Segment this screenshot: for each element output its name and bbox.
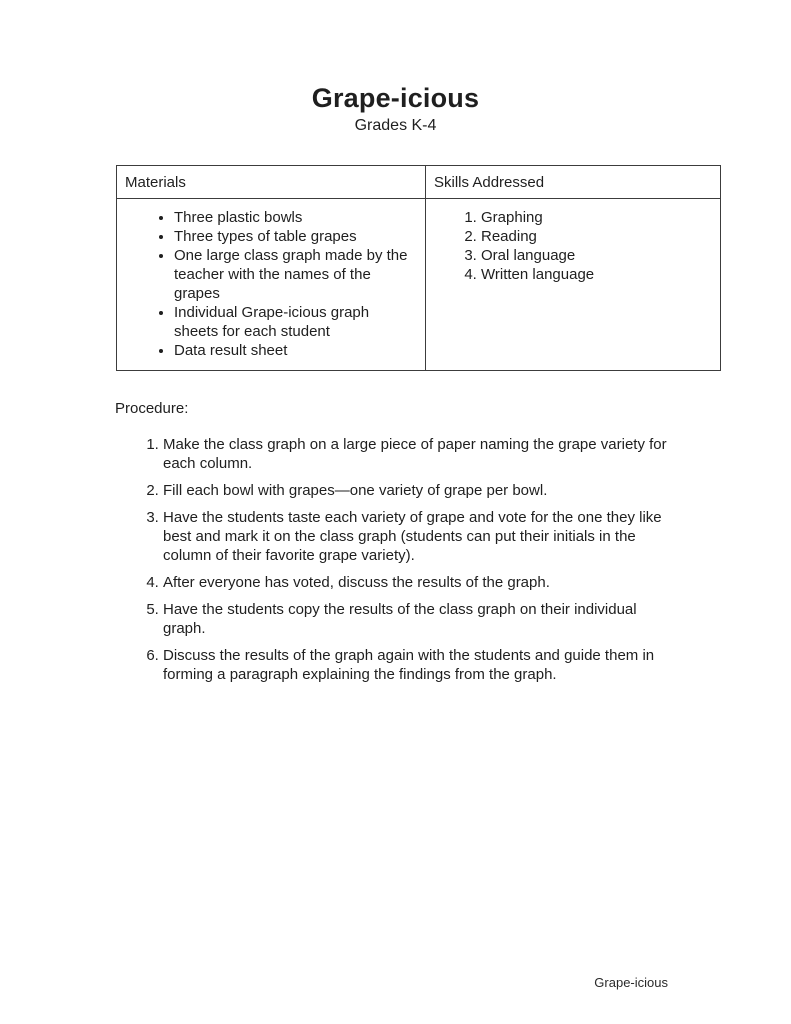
materials-item: • Individual Grape-icious graph sheets for each student	[174, 303, 419, 341]
procedure-step: 1. Make the class graph on a large piece of paper naming the grape variety for each column.	[163, 435, 678, 473]
table-body-row	[117, 199, 720, 370]
materials-skills-table	[116, 165, 721, 371]
skills-list	[426, 208, 714, 284]
procedure-heading: Procedure:	[115, 400, 189, 417]
page-subtitle: Grades K-4	[354, 117, 437, 135]
procedure-section	[115, 399, 691, 692]
skills-cell	[426, 199, 720, 370]
table-header-skills: Skills Addressed	[426, 166, 720, 199]
procedure-steps	[115, 435, 691, 684]
materials-item: • Data result sheet	[174, 341, 419, 360]
procedure-step: 5. Have the students copy the results of the class graph on their individual graph.	[163, 600, 678, 638]
skills-item: 1. Graphing	[481, 208, 714, 227]
procedure-step: 4. After everyone has voted, discuss the results of the graph.	[163, 573, 678, 592]
procedure-step: 3. Have the students taste each variety of grape and vote for the one they like best and mark it on the class graph (students can put their initials in the column of their favorite grape variety).	[163, 508, 678, 565]
materials-item: • Three plastic bowls	[174, 208, 419, 227]
procedure-step: 2. Fill each bowl with grapes—one variety of grape per bowl.	[163, 481, 678, 500]
materials-item: • Three types of table grapes	[174, 227, 419, 246]
table-header-materials: Materials	[117, 166, 426, 199]
page-title: Grape-icious	[311, 83, 480, 113]
title-block	[0, 83, 791, 135]
materials-list	[117, 208, 419, 360]
materials-cell	[117, 199, 426, 370]
procedure-step: 6. Discuss the results of the graph again with the students and guide them in forming a paragraph explaining the findings from the graph.	[163, 646, 678, 684]
skills-item: 3. Oral language	[481, 246, 714, 265]
footer-page-label: Grape-icious	[594, 975, 668, 990]
materials-item: • One large class graph made by the teacher with the names of the grapes	[174, 246, 419, 303]
table-header-row	[117, 166, 720, 199]
skills-item: 4. Written language	[481, 265, 714, 284]
skills-item: 2. Reading	[481, 227, 714, 246]
